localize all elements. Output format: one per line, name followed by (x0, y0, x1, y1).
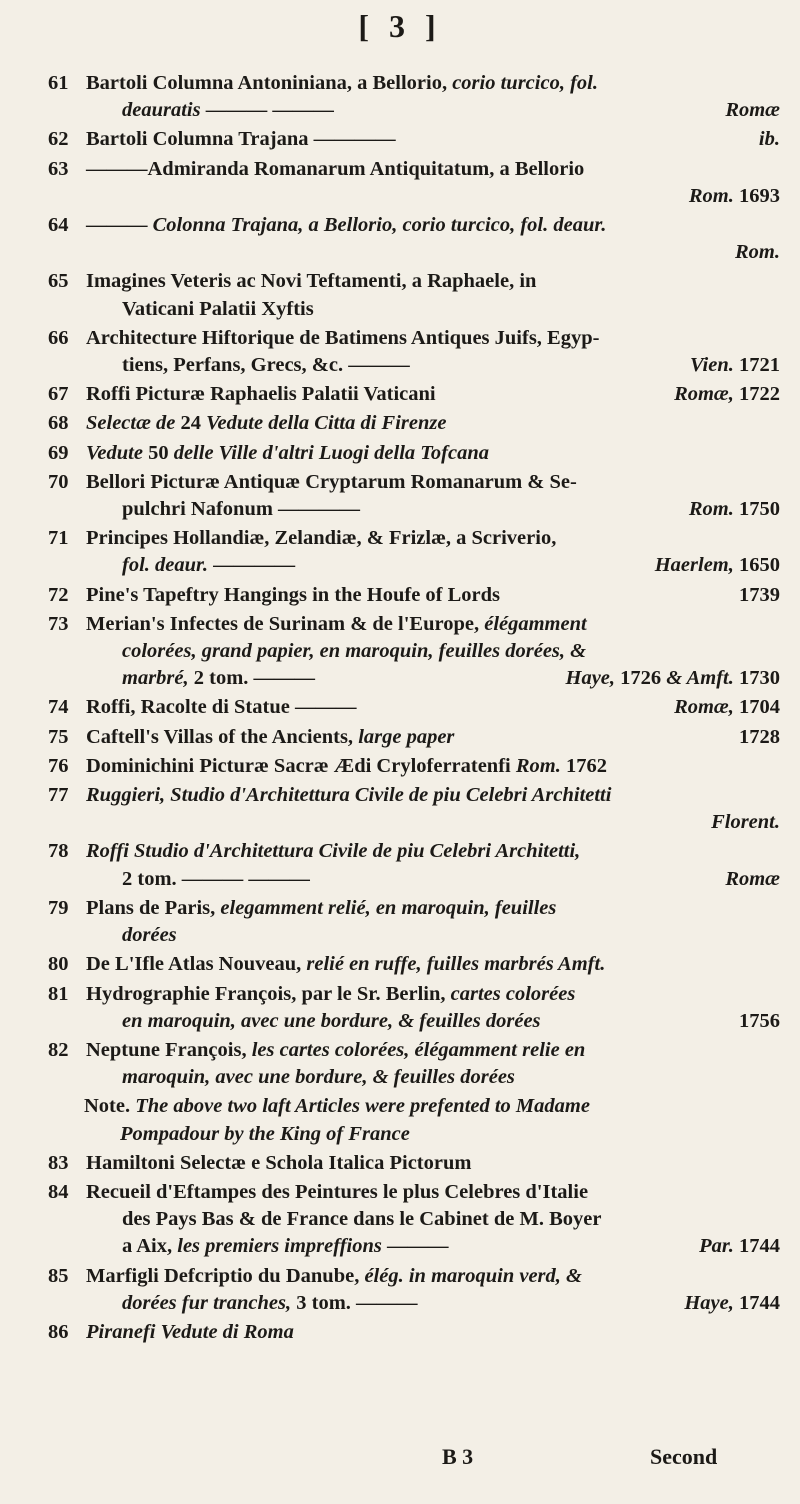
entry-line (86, 1150, 780, 1177)
catalogue-entry (48, 469, 780, 523)
entry-title: De L'Ifle Atlas Nouveau, relié en ruffe, fuilles marbrés Amft. (86, 953, 606, 976)
catalogue-entry (48, 268, 780, 322)
entry-line (86, 922, 780, 949)
entry-title: Neptune François, les cartes colorées, élégamment relie en (86, 1038, 586, 1061)
entry-line (86, 352, 780, 379)
catalogue-entry (48, 694, 780, 721)
catalogue-entry (48, 156, 780, 210)
catalogue-entry (48, 212, 780, 266)
entry-text (86, 753, 780, 780)
entry-text (86, 1150, 780, 1177)
entry-text (86, 782, 780, 836)
entry-title: Bartoli Columna Antoniniana, a Bellorio, corio turcico, fol. (86, 72, 598, 94)
entry-imprint: Haye, 1726 & Amft. 1730 (565, 667, 780, 690)
entry-text (86, 724, 780, 751)
entry-number: 77 (48, 784, 69, 807)
entry-line (86, 410, 780, 437)
entry-line (86, 1290, 780, 1317)
entry-title: Merian's Infectes de Surinam & de l'Europe, élégamment (86, 612, 587, 635)
entry-number: 83 (48, 1151, 69, 1174)
entry-title: maroquin, avec une bordure, & feuilles dorées (122, 1066, 515, 1089)
entry-line (86, 239, 780, 266)
entry-line (86, 1064, 780, 1091)
catalogue-entries (48, 70, 780, 1348)
entry-number: 65 (48, 270, 69, 293)
entry-title: dorées fur tranches, 3 tom. ——— (122, 1291, 418, 1314)
entry-title: fol. deaur. ———— (122, 554, 296, 577)
entry-title: ——— Colonna Trajana, a Bellorio, corio turcico, fol. deaur. (86, 214, 607, 237)
catalogue-entry (48, 1179, 780, 1261)
entry-title: 2 tom. ——— ——— (122, 867, 310, 890)
entry-line (86, 724, 780, 751)
entry-line (84, 1093, 780, 1120)
entry-text (84, 1093, 780, 1147)
catalogue-entry (48, 525, 780, 579)
entry-title: Architecture Hiftorique de Batimens Antiques Juifs, Egyp- (86, 326, 600, 349)
entry-title: Bellori Picturæ Antiquæ Cryptarum Romanarum & Se- (86, 470, 577, 493)
entry-number: 75 (48, 725, 69, 748)
entry-text (86, 1037, 780, 1091)
entry-number: 67 (48, 383, 69, 406)
entry-imprint: Par. 1744 (699, 1235, 780, 1258)
entry-line (86, 440, 780, 467)
entry-number: 74 (48, 696, 69, 719)
entry-line (86, 694, 780, 721)
catalogue-entry (48, 724, 780, 751)
entry-title: colorées, grand papier, en maroquin, feuilles dorées, & (122, 640, 587, 663)
entry-text (86, 525, 780, 579)
entry-number: 86 (48, 1320, 69, 1343)
catalogue-entry (48, 981, 780, 1035)
entry-imprint: Florent. (711, 811, 780, 834)
entry-line (86, 951, 780, 978)
entry-number: 63 (48, 157, 69, 180)
entry-imprint: Romæ, 1704 (674, 696, 780, 719)
entry-line (86, 1263, 780, 1290)
entry-number: 78 (48, 840, 69, 863)
entry-imprint: 1739 (739, 583, 780, 606)
catalogue-entry (48, 838, 780, 892)
catalogue-entry (48, 895, 780, 949)
catalogue-entry (48, 582, 780, 609)
entry-title: ———Admiranda Romanarum Antiquitatum, a Bellorio (86, 157, 585, 180)
entry-title: Plans de Paris, elegamment relié, en maroquin, feuilles (86, 896, 557, 919)
entry-number: 70 (48, 470, 69, 493)
entry-number: 82 (48, 1038, 69, 1061)
entry-title: Caftell's Villas of the Ancients, large paper (86, 725, 455, 748)
entry-text (86, 381, 780, 408)
entry-text (86, 1179, 780, 1261)
entry-title (122, 241, 127, 263)
entry-imprint: Romæ (725, 867, 780, 890)
entry-text (86, 694, 780, 721)
entry-line (86, 1319, 780, 1346)
entry-line (86, 525, 780, 552)
catalogue-entry (48, 410, 780, 437)
catalogue-note (48, 1093, 780, 1147)
entry-title: Marfigli Defcriptio du Danube, élég. in maroquin verd, & (86, 1264, 582, 1287)
signature-mark: B 3 (442, 1444, 474, 1469)
entry-number: 71 (48, 527, 69, 550)
entry-title: Vaticani Palatii Xyftis (122, 297, 314, 320)
entry-title: Ruggieri, Studio d'Architettura Civile de piu Celebri Architetti (86, 784, 612, 807)
entry-title: a Aix, les premiers impreffions ——— (122, 1235, 449, 1258)
catalogue-entry (48, 70, 780, 124)
entry-text (86, 268, 780, 322)
entry-text (86, 70, 780, 124)
entry-line (86, 895, 780, 922)
entry-title: Vedute 50 delle Ville d'altri Luogi della Tofcana (86, 441, 489, 464)
entry-title: marbré, 2 tom. ——— (122, 667, 316, 690)
catalogue-entry (48, 1319, 780, 1346)
entry-title (122, 185, 127, 207)
entry-line (86, 838, 780, 865)
entry-line (86, 753, 780, 780)
catalogue-entry (48, 1150, 780, 1177)
entry-line (86, 469, 780, 496)
entry-title: Bartoli Columna Trajana ———— (86, 128, 396, 151)
entry-number: 84 (48, 1180, 69, 1203)
entry-text (86, 611, 780, 693)
entry-imprint: Haye, 1744 (684, 1291, 780, 1314)
entry-imprint: 1728 (739, 725, 780, 748)
catalogue-entry (48, 951, 780, 978)
entry-line (86, 496, 780, 523)
entry-number: 62 (48, 128, 69, 151)
entry-title: Roffi Picturæ Raphaelis Palatii Vaticani (86, 383, 436, 406)
entry-number: 85 (48, 1264, 69, 1287)
catalogue-entry (48, 381, 780, 408)
entry-number: 69 (48, 441, 69, 464)
entry-title: Hydrographie François, par le Sr. Berlin, cartes colorées (86, 982, 576, 1005)
entry-number: 68 (48, 412, 69, 435)
entry-imprint: 1756 (739, 1009, 780, 1032)
entry-text (86, 325, 780, 379)
entry-title: dorées (122, 924, 177, 947)
entry-text (86, 1319, 780, 1346)
entry-imprint: Romæ, 1722 (674, 383, 780, 406)
entry-imprint: Vien. 1721 (690, 354, 780, 377)
entry-line (86, 611, 780, 638)
entry-line (86, 1206, 780, 1233)
entry-line (86, 1037, 780, 1064)
entry-title: deauratis ——— ——— (122, 99, 334, 122)
entry-title: Recueil d'Eftampes des Peintures le plus Celebres d'Italie (86, 1180, 589, 1203)
catalogue-entry (48, 753, 780, 780)
entry-title: Pompadour by the King of France (120, 1122, 410, 1145)
entry-title: Hamiltoni Selectæ e Schola Italica Pictorum (86, 1151, 472, 1174)
entry-line (86, 70, 780, 97)
entry-title: tiens, Perfans, Grecs, &c. ——— (122, 354, 410, 377)
entry-line (86, 1233, 780, 1260)
entry-line (84, 1121, 780, 1148)
entry-text (86, 212, 780, 266)
entry-number: 64 (48, 214, 69, 237)
entry-title: Note. The above two laft Articles were prefented to Madame (84, 1095, 590, 1118)
entry-imprint: Rom. (735, 241, 780, 264)
entry-text (86, 469, 780, 523)
entry-text (86, 1263, 780, 1317)
entry-line (86, 1179, 780, 1206)
entry-title: Pine's Tapeftry Hangings in the Houfe of Lords (86, 583, 501, 606)
entry-text (86, 895, 780, 949)
catalogue-entry (48, 325, 780, 379)
entry-line (86, 325, 780, 352)
entry-line (86, 212, 780, 239)
entry-line (86, 97, 780, 124)
entry-line (86, 296, 780, 323)
entry-line (86, 183, 780, 210)
entry-number: 79 (48, 896, 69, 919)
entry-title: pulchri Nafonum ———— (122, 498, 361, 521)
entry-line (86, 156, 780, 183)
entry-line (86, 582, 780, 609)
entry-imprint: Rom. 1750 (688, 498, 780, 521)
entry-text (86, 156, 780, 210)
entry-title (122, 811, 127, 833)
catalogue-entry (48, 782, 780, 836)
entry-line (86, 638, 780, 665)
entry-text (86, 981, 780, 1035)
entry-title: Roffi, Racolte di Statue ——— (86, 696, 357, 719)
catalogue-entry (48, 1263, 780, 1317)
entry-line (86, 126, 780, 153)
entry-line (86, 1008, 780, 1035)
entry-imprint: Haerlem, 1650 (654, 554, 780, 577)
entry-imprint: Romæ (725, 99, 780, 122)
page-header: [ 3 ] (358, 8, 442, 44)
entry-number: 61 (48, 72, 69, 94)
catalogue-entry (48, 1037, 780, 1091)
entry-text (86, 440, 780, 467)
entry-line (86, 552, 780, 579)
catalogue-entry (48, 440, 780, 467)
entry-line (86, 866, 780, 893)
entry-line (86, 981, 780, 1008)
entry-text (86, 838, 780, 892)
entry-text (86, 951, 780, 978)
entry-title: Imagines Veteris ac Novi Teftamenti, a Raphaele, in (86, 270, 537, 293)
page-footer (0, 1444, 800, 1484)
entry-title: des Pays Bas & de France dans le Cabinet de M. Boyer (122, 1208, 602, 1231)
entry-line (86, 665, 780, 692)
entry-number: 72 (48, 583, 69, 606)
catalogue-entry (48, 126, 780, 153)
catalogue-entry (48, 611, 780, 693)
entry-number: 76 (48, 754, 69, 777)
entry-line (86, 381, 780, 408)
entry-number: 80 (48, 953, 69, 976)
catchword: Second (650, 1444, 718, 1469)
entry-title: Principes Hollandiæ, Zelandiæ, & Frizlæ, a Scriverio, (86, 527, 557, 550)
entry-number: 66 (48, 326, 69, 349)
entry-imprint: ib. (758, 128, 780, 151)
entry-text (86, 410, 780, 437)
entry-title: Piranefi Vedute di Roma (86, 1320, 294, 1343)
entry-line (86, 268, 780, 295)
entry-imprint: Rom. 1693 (688, 184, 780, 207)
entry-title: en maroquin, avec une bordure, & feuilles dorées (122, 1009, 541, 1032)
entry-text (86, 582, 780, 609)
entry-title: Dominichini Picturæ Sacræ Ædi Cryloferratenfi Rom. 1762 (86, 754, 607, 777)
entry-number: 73 (48, 612, 69, 635)
entry-line (86, 809, 780, 836)
entry-text (86, 126, 780, 153)
entry-title: Selectæ de 24 Vedute della Citta di Firenze (86, 412, 447, 435)
entry-title: Roffi Studio d'Architettura Civile de piu Celebri Architetti, (86, 840, 581, 863)
entry-number: 81 (48, 982, 69, 1005)
entry-line (86, 782, 780, 809)
